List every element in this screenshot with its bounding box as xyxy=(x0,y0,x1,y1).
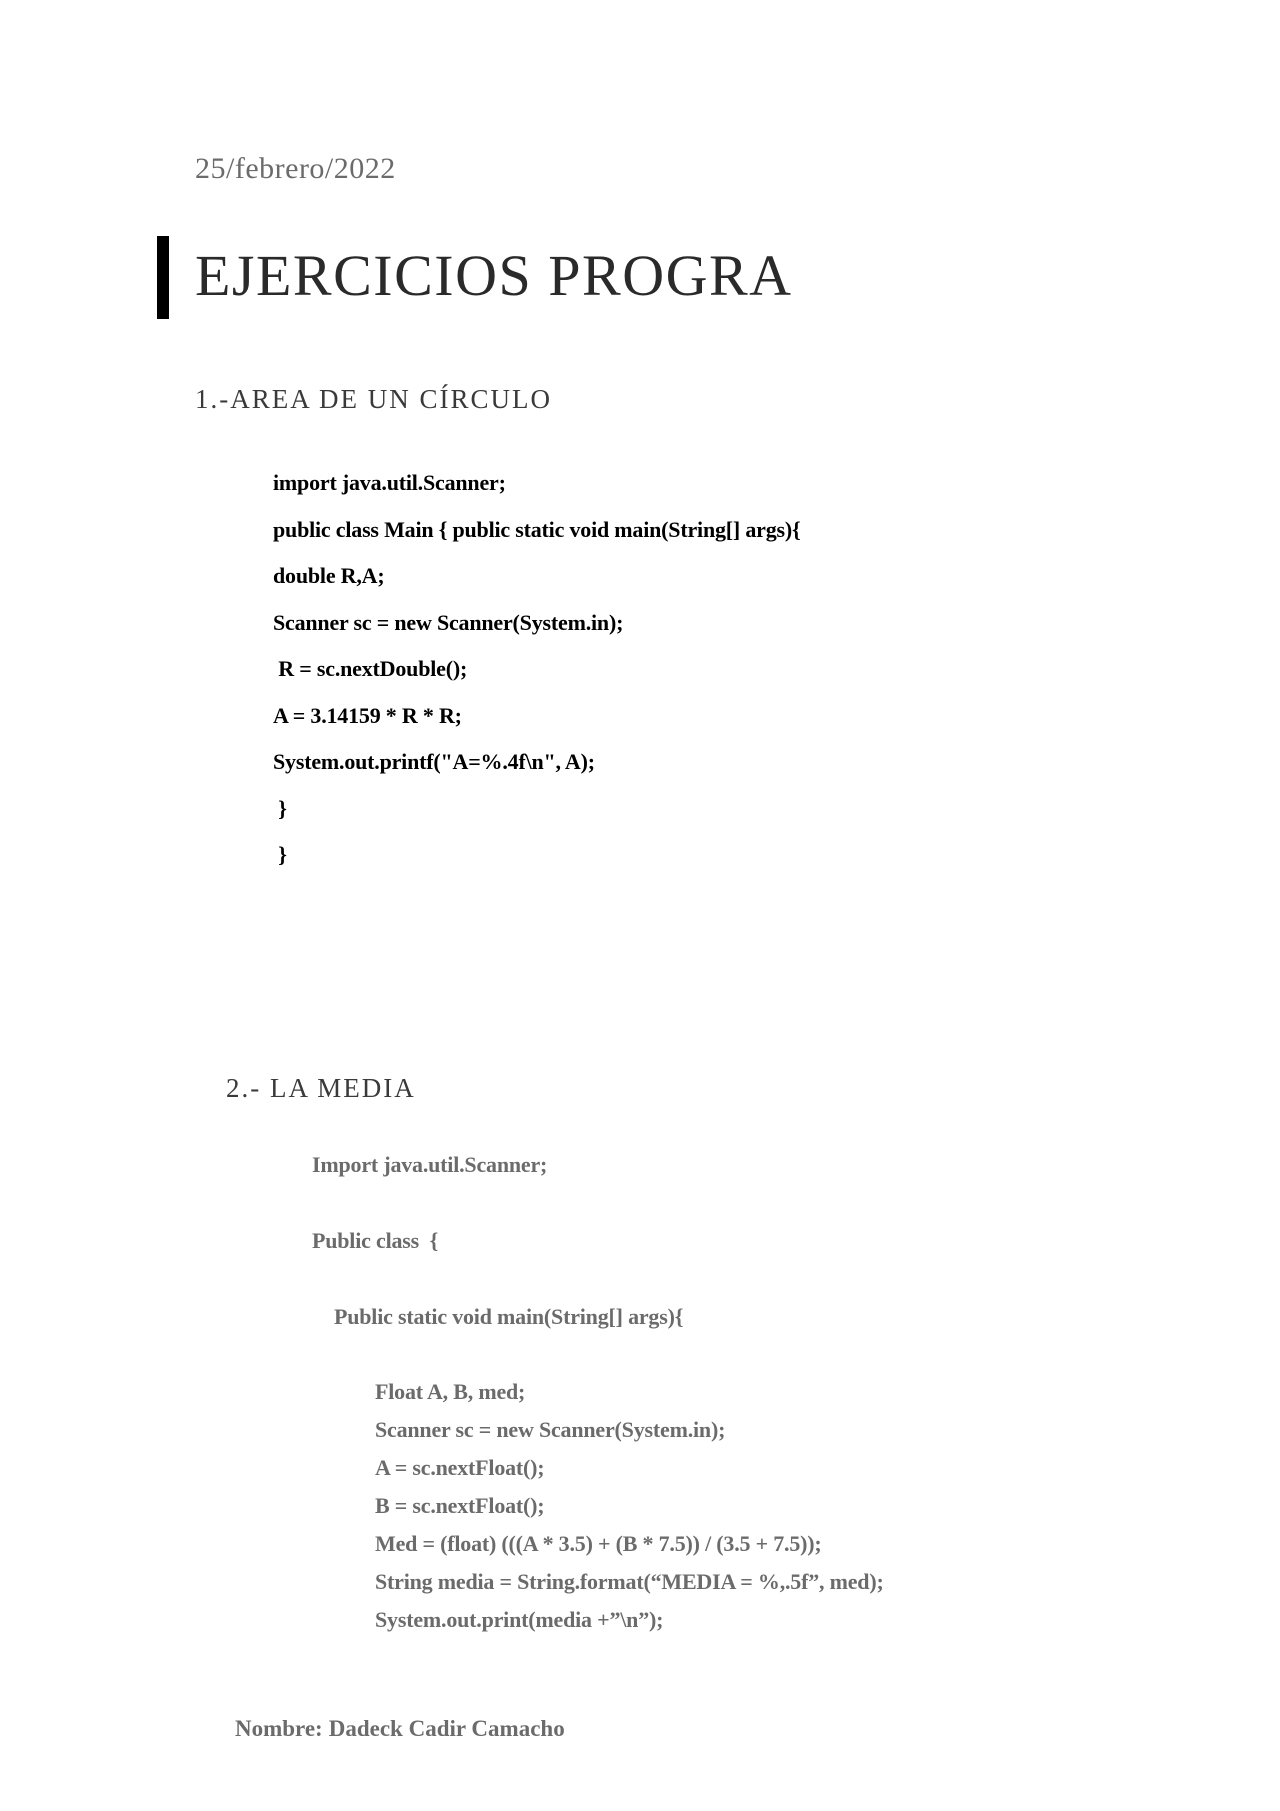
code-line: Scanner sc = new Scanner(System.in); xyxy=(273,609,624,635)
section2-heading: 2.- LA MEDIA xyxy=(226,1073,416,1103)
code-line: System.out.printf("A=%.4f\n", A); xyxy=(273,749,595,774)
code-line: Import java.util.Scanner; xyxy=(312,1152,548,1177)
code-line: double R,A; xyxy=(273,563,385,588)
code-line: A = 3.14159 * R * R; xyxy=(273,702,462,728)
code-line: Float A, B, med; xyxy=(375,1379,526,1404)
code-line: Public class { xyxy=(312,1228,439,1253)
code-line: B = sc.nextFloat(); xyxy=(375,1493,545,1518)
code-line: Med = (float) (((A * 3.5) + (B * 7.5)) / (3.5 + 7.5)); xyxy=(375,1531,822,1556)
author-name: Dadeck Cadir Camacho xyxy=(328,1716,565,1741)
section1-code-block xyxy=(273,460,800,879)
code-line: public class Main { public static void main(String[] args){ xyxy=(273,516,801,542)
document-date: 25/febrero/2022 xyxy=(195,152,396,185)
section1-heading: 1.-AREA DE UN CÍRCULO xyxy=(195,384,552,414)
code-line: System.out.print(media +”\n”); xyxy=(375,1607,664,1632)
author-line xyxy=(235,1716,571,1742)
code-line: Public static void main(String[] args){ xyxy=(334,1304,684,1329)
code-line: Scanner sc = new Scanner(System.in); xyxy=(375,1417,726,1442)
code-line: import java.util.Scanner; xyxy=(273,470,506,495)
code-line: A = sc.nextFloat(); xyxy=(375,1455,545,1480)
code-line: String media = String.format(“MEDIA = %,.5f”, med); xyxy=(375,1569,884,1594)
code-line: } xyxy=(273,795,287,821)
code-line: } xyxy=(273,842,287,867)
document-title: EJERCICIOS PROGRA xyxy=(195,243,793,308)
title-accent-bar xyxy=(157,236,169,319)
code-line: R = sc.nextDouble(); xyxy=(273,656,468,681)
author-label: Nombre: xyxy=(235,1716,323,1741)
